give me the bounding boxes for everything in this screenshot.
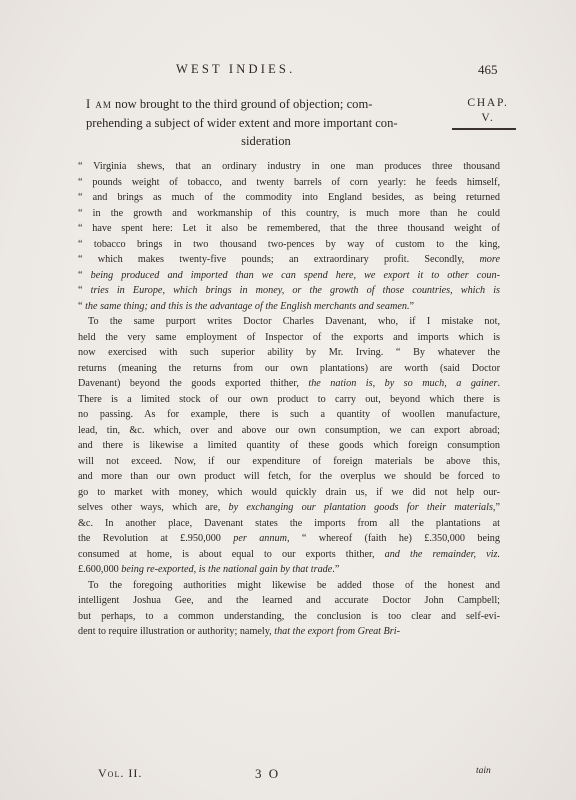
chapter-label: CHAP. bbox=[467, 97, 509, 109]
catchword: tain bbox=[476, 766, 491, 776]
text-span: “ Virginia shews, that an ordinary industry in one man produces three thousand bbox=[78, 161, 500, 172]
text-span: ” bbox=[409, 300, 415, 312]
text-span: “ have spent here: Let it also be remembered, that the three thousand weight of bbox=[78, 223, 500, 234]
signature-mark: 3 O bbox=[255, 766, 281, 781]
text-span: , “ whereof (faith he) £.350,000 being bbox=[286, 533, 500, 544]
text-span: but perhaps, to a common understanding, the conclusion is too clear and self-evi- bbox=[78, 610, 500, 622]
italic-text: and the remainder, viz. bbox=[384, 548, 500, 560]
text-span: . bbox=[497, 378, 500, 389]
text-line bbox=[78, 268, 500, 284]
italic-text: the nation is, by so much, a gainer bbox=[308, 378, 498, 389]
text-line bbox=[78, 500, 500, 516]
running-title: WEST INDIES. bbox=[176, 62, 296, 76]
text-line bbox=[78, 206, 500, 222]
text-line bbox=[78, 624, 500, 640]
running-head bbox=[0, 62, 576, 82]
intro-first-word: I am bbox=[86, 97, 112, 111]
text-span: “ which makes twenty-five pounds; an extraordinary profit. Secondly, bbox=[78, 254, 480, 265]
text-span: and more than our own product will fetch, for the overplus we should be forced to bbox=[78, 471, 500, 482]
text-span: go to market with money, which would quickly drain us, if we did not help our- bbox=[78, 486, 500, 498]
text-span: There is a limited stock of our own product to carry out, beyond which there is bbox=[78, 393, 500, 405]
text-line bbox=[78, 237, 500, 253]
chapter-rule bbox=[452, 128, 516, 130]
text-span: will not exceed. Now, if our expenditure of foreign materials be above this, bbox=[78, 455, 500, 467]
text-line bbox=[78, 159, 500, 175]
text-span: “ tobacco brings in two thousand two-pences by way of custom to the king, bbox=[78, 238, 500, 250]
intro-line: sideration bbox=[241, 134, 291, 148]
text-line bbox=[78, 562, 500, 578]
text-span: now exercised with such superior ability by Mr. Irving. “ By whatever the bbox=[78, 347, 500, 358]
text-line bbox=[78, 469, 500, 485]
text-span: consumed at home, is about equal to our exports thither, bbox=[78, 548, 385, 560]
text-line bbox=[78, 593, 500, 609]
text-span: lead, tin, &c. which, over and above our own consumption, we can export abroad; bbox=[78, 424, 500, 436]
text-line bbox=[78, 283, 500, 299]
text-span: .” bbox=[332, 564, 340, 575]
chapter-margin-note bbox=[458, 96, 518, 126]
text-span: “ bbox=[78, 285, 91, 296]
text-span: no passing. As for example, there is such a quantity of woollen manufacture, bbox=[78, 409, 500, 420]
text-line bbox=[78, 423, 500, 439]
volume-mark: Vol. II. bbox=[98, 766, 143, 780]
text-span: returns (meaning the returns from our own plantations) are worth (said Doctor bbox=[78, 362, 500, 374]
text-span: held the very same employment of Inspector of the exports and imports which is bbox=[78, 331, 500, 343]
text-line bbox=[78, 392, 500, 408]
text-span: selves other ways, which are, bbox=[78, 502, 229, 513]
text-line bbox=[78, 330, 500, 346]
text-span: “ and brings as much of the commodity into England besides, as being returned bbox=[78, 192, 500, 203]
text-span: Davenant) beyond the goods exported thither, bbox=[78, 378, 309, 389]
page-footer bbox=[0, 766, 576, 786]
intro-paragraph bbox=[86, 95, 446, 151]
text-span: ,” bbox=[492, 502, 500, 513]
text-span: “ pounds weight of tobacco, and twenty barrels of corn yearly: he feeds himself, bbox=[78, 176, 500, 188]
page-number: 465 bbox=[478, 62, 498, 77]
italic-text: being produced and imported than we can spend here, we export it to other coun- bbox=[90, 269, 500, 281]
italic-text: tries in Europe, which brings in money, or the growth of those countries, which is bbox=[90, 285, 500, 296]
text-line bbox=[78, 314, 500, 330]
text-line bbox=[78, 547, 500, 563]
body-text bbox=[78, 159, 500, 640]
text-span: intelligent Joshua Gee, and the learned and accurate Doctor John Campbell; bbox=[78, 595, 500, 606]
text-line bbox=[78, 516, 500, 532]
chapter-number: V. bbox=[481, 112, 495, 124]
italic-text: by exchanging our plantation goods for their materials bbox=[228, 502, 493, 513]
text-line bbox=[78, 578, 500, 594]
text-line bbox=[78, 175, 500, 191]
intro-line: prehending a subject of wider extent and more important con- bbox=[86, 115, 398, 130]
text-span: the Revolution at £.950,000 bbox=[78, 533, 234, 544]
text-span: “ in the growth and workmanship of this country, is much more than he could bbox=[78, 207, 500, 219]
text-span: To the foregoing authorities might likewise be added those of the honest and bbox=[88, 579, 500, 591]
text-span: and there is likewise a limited quantity of these goods which foreign consumption bbox=[78, 440, 500, 451]
text-line bbox=[78, 252, 500, 268]
text-line bbox=[78, 531, 500, 547]
text-line bbox=[78, 221, 500, 237]
text-span: “ bbox=[78, 269, 91, 281]
text-line bbox=[78, 190, 500, 206]
italic-text: that the export from Great Bri- bbox=[274, 626, 400, 637]
text-span: &c. In another place, Davenant states the imports from all the plantations at bbox=[78, 517, 500, 529]
text-line bbox=[78, 485, 500, 501]
text-line bbox=[78, 454, 500, 470]
text-span: To the same purport writes Doctor Charles Davenant, who, if I mistake not, bbox=[88, 316, 500, 327]
text-line bbox=[78, 438, 500, 454]
text-span: dent to require illustration or authority; namely, bbox=[78, 626, 275, 637]
text-line bbox=[78, 361, 500, 377]
italic-text: more bbox=[479, 254, 500, 265]
text-line bbox=[78, 376, 500, 392]
italic-text: per annum bbox=[233, 533, 287, 544]
text-line bbox=[78, 299, 500, 315]
text-line bbox=[78, 345, 500, 361]
text-span: £.600,000 bbox=[78, 564, 122, 575]
text-span: “ bbox=[78, 300, 86, 312]
italic-text: being re-exported, is the national gain by that trade bbox=[121, 564, 333, 575]
italic-text: the same thing; and this is the advantage of the English merchants and seamen. bbox=[85, 300, 410, 312]
text-line bbox=[78, 407, 500, 423]
text-line bbox=[78, 609, 500, 625]
intro-line: now brought to the third ground of objection; com- bbox=[115, 97, 373, 111]
